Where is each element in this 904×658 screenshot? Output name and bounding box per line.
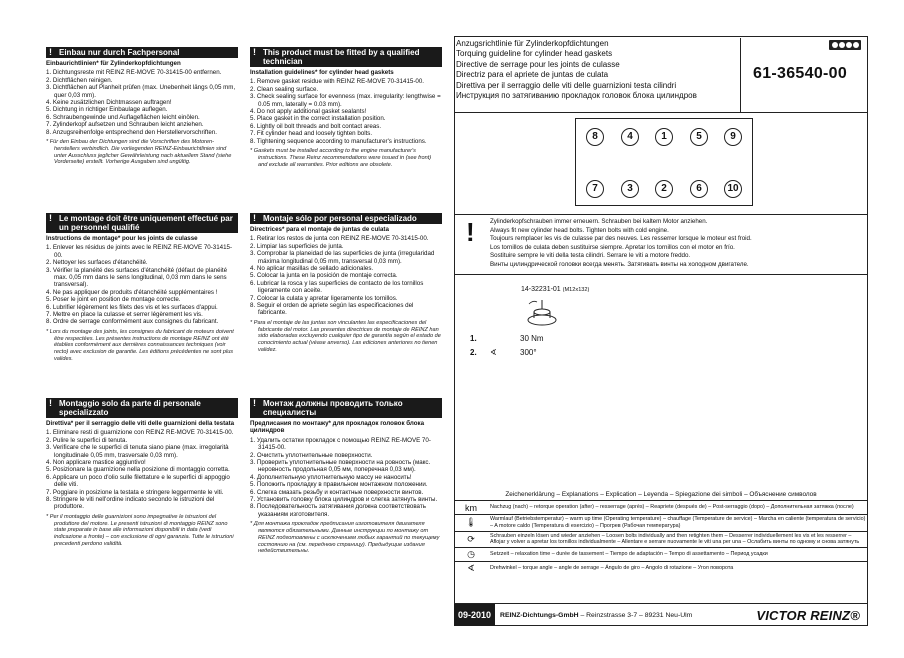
torque-step: 1. 30 Nm [470, 334, 544, 343]
list-item: 6. Lightly oil bolt threads and bolt contact areas. [250, 122, 382, 130]
section-de-note: * Für den Einbau der Dichtungen sind die Vorschriften des Motoren-herstellers verbindlich. Die vorliegenden REINZ-Einbaurichtlinien sind unter Ausschluss jeglicher Gewährleistung nach aktuellem Stand (siehe Vorderseite) erstellt. Vorherige Ausgaben sind ungültig. [46, 139, 232, 166]
section-fr-subtitle: Instructions de montage* pour les joints de culasse [46, 235, 198, 242]
angle-icon: ∢ [467, 563, 475, 574]
mileage-icon: km [465, 502, 477, 513]
section-es-subtitle: Directrices* para el montaje de juntas de culata [250, 226, 389, 233]
bolt-marker: 7 [586, 180, 604, 198]
list-item: 6. Lubricar la rosca y las superficies de contacto de los tornillos ligeramente con aceite. [250, 279, 424, 295]
bolt-marker: 5 [690, 128, 708, 146]
list-item: 7. Mettre en place la culasse et serrer légèrement les vis. [46, 311, 203, 319]
title-ru: Инструкция по затягиванию прокладок головок блока цилиндров [456, 91, 697, 101]
list-item: 3. Comprobar la planeidad de las superficies de junta (irregularidad máxima longitudinal 0,05 mm, transversal 0,03 mm). [250, 250, 435, 265]
warning-icon: ! [253, 213, 256, 223]
warning-line: Always fit new cylinder head bolts. Tighten bolts with cold engine. [490, 226, 669, 234]
bolt-icon [525, 298, 559, 332]
legend-row: 🌡 Warmlauf (Betriebstemperatur) – warm up time (Operating temperature) – chauffage (Temperature de service) – Marcha en caliente (temperatura de servicio) – A motore caldo (Temperatura di esercizio) – Прогрев (Рабочая температура) [454, 514, 868, 531]
section-it-subtitle: Direttiva* per il serraggio delle viti delle guarnizioni della testata [46, 420, 235, 427]
edition-date: 09-2010 [454, 604, 495, 626]
section-en-header: ! This product must be fitted by a qualified technician [250, 47, 442, 67]
section-ru-subtitle: Предписания по монтажу* для прокладок головок блока цилиндров [250, 420, 425, 435]
list-item: 3. Проверить уплотнительные поверхности на ровность (макс. неровность продольная 0,05 мм, поперечная 0,03 мм). [250, 459, 431, 474]
section-fr-list [46, 244, 238, 325]
section-ru-list [250, 437, 442, 518]
section-ru [250, 398, 442, 555]
legend-row: km Nachzug (nach) – retorque operation (after) – resserrage (après) – Reapriete (después de) – Post-serraggio (dopo) – Дополнительная затяжка (после) [454, 500, 868, 514]
list-item: 1. Enlever les résidus de joints avec le REINZ RE-MOVE 70-31415-00. [46, 244, 233, 259]
bolt-marker: 2 [655, 180, 673, 198]
list-item: 5. Posizionare la guarnizione nella posizione di montaggio corretta. [46, 466, 230, 474]
divider [454, 274, 868, 275]
list-item: 7. Установить головку блока цилиндров и слегка затянуть винты. [250, 496, 438, 504]
list-item: 1. Удалить остатки прокладок с помощью REINZ RE-MOVE 70-31415-00. [250, 436, 431, 452]
section-en-subtitle: Installation guidelines* for cylinder head gaskets [250, 69, 394, 76]
warning-icon: ! [49, 398, 52, 408]
list-item: 1. Retirar los restos de junta con REINZ RE-MOVE 70-31415-00. [250, 235, 429, 243]
title-en: Torquing guideline for cylinder head gaskets [456, 49, 613, 59]
list-item: 1. Dichtungsreste mit REINZ RE-MOVE 70-31415-00 entfernen. [46, 69, 222, 77]
section-de-subtitle: Einbaurichtlinien* für Zylinderkopfdichtungen [46, 60, 181, 67]
temperature-icon: 🌡 [465, 517, 477, 528]
warning-line: Винты цилиндрической головки всегда менять. Затягивать винты на холодном двигателе. [490, 260, 749, 268]
symbol-legend [454, 488, 868, 575]
divider [454, 112, 868, 113]
retighten-icon: ⟳ [467, 533, 475, 544]
bolt-marker: 4 [621, 128, 639, 146]
list-item: 6. Applicare un poco d'olio sulle filettature e le superfici di appoggio delle viti. [46, 473, 230, 489]
section-es-list [250, 235, 442, 316]
list-item: 3. Vérifier la planéité des surfaces d'étanchéité (défaut de planéité max. 0,05 mm dans le sens longitudinal, 0,03 mm dans le sens transversal). [46, 266, 228, 289]
list-item: 2. Limpiar las superficies de junta. [250, 242, 344, 250]
part-number: 61-36540-00 [753, 65, 848, 82]
warning-line: Toujours remplacer les vis de culasse par des neuves. Les resserrer lorsque le moteur est froid. [490, 235, 752, 243]
section-ru-note: * Для монтажа прокладок предписания изготовителя двигателя являются обязательными. Данные инструкции по монтажу от REINZ подготовлены с исключением любых гарантий по текущему состоянию на (см. переднюю страницу). Предыдущие издания недействительны. [250, 521, 440, 555]
warning-icon: ! [253, 398, 256, 408]
list-item: 3. Check sealing surface for evenness (max. irregularity: lengthwise = 0.05 mm, laterally = 0.03 mm). [250, 93, 441, 108]
gasket-holes-icon [829, 40, 861, 50]
brand-logo: VICTOR REINZ® [756, 607, 860, 623]
list-item: 2. Nettoyer les surfaces d'étanchéité. [46, 259, 148, 267]
list-item: 4. Do not apply additional gasket sealants! [250, 108, 367, 116]
list-item: 6. Lubrifier légèrement les filets des vis et les surfaces d'appui. [46, 303, 218, 311]
part-number-box [740, 38, 868, 112]
list-item: 7. Zylinderkopf aufsetzen und Schrauben leicht anziehen. [46, 121, 204, 129]
bolt-marker: 9 [724, 128, 742, 146]
angle-icon: ∢ [490, 348, 497, 357]
list-item: 6. Слегка смазать резьбу и контактные поверхности винтов. [250, 488, 424, 496]
list-item: 1. Remove gasket residue with REINZ RE-MOVE 70-31415-00. [250, 78, 425, 86]
warning-line: Sostituire sempre le viti della testa cilindri. Serrare le viti a motore freddo. [490, 252, 691, 260]
bolt-warning [490, 218, 860, 270]
list-item: 1. Eliminare resti di guarnizione con REINZ RE-MOVE 70-31415-00. [46, 429, 234, 437]
section-fr-note: * Lors du montage des joints, les consignes du fabricant de moteurs doivent être respectées. Les présentes instructions de montage REINZ ont été établies conformément aux dernières connaissances techniques (voir recto) avec exclusion de garantie. Les éditions précédentes ne sont plus valides. [46, 328, 234, 363]
section-it-list [46, 429, 238, 510]
list-item: 5. Colocar la junta en la posición de montaje correcta. [250, 272, 398, 280]
list-item: 3. Verificare che le superfici di tenuta siano piane (max. irregolarità longitudinale 0,05 mm, trasversale 0,03 mm). [46, 444, 229, 459]
list-item: 4. Дополнительную уплотнительную массу не наносить! [250, 473, 412, 481]
list-item: 2. Dichtflächen reinigen. [46, 76, 113, 84]
list-item: 4. Ne pas appliquer de produits d'étanchéité supplémentaires ! [46, 288, 218, 296]
legend-row: ∢ Drehwinkel – torque angle – angle de serrage – Ángulo de giro – Angolo di rotazione – Угол поворота [454, 561, 868, 575]
section-de-header: ! Einbau nur durch Fachpersonal [46, 47, 238, 58]
warning-icon: ! [466, 217, 475, 247]
section-it-header: ! Montaggio solo da parte di personale specializzato [46, 398, 238, 418]
company-address: REINZ-Dichtungs-GmbH – Reinzstrasse 3-7 – 89231 Neu-Ulm [500, 611, 693, 619]
torque-steps [470, 332, 544, 360]
warning-icon: ! [253, 47, 256, 57]
list-item: 8. Anzugsreihenfolge entsprechend den Herstellervorschriften. [46, 128, 217, 136]
section-fr [46, 213, 238, 363]
section-it [46, 398, 238, 548]
bolt-sequence-diagram [575, 118, 753, 206]
footer [454, 603, 868, 626]
list-item: 2. Pulire le superfici di tenuta. [46, 436, 128, 444]
list-item: 5. Place gasket in the correct installation position. [250, 115, 386, 123]
legend-title: Zeichenerklärung – Explanations – Explication – Leyenda – Spiegazione dei simboli – Объяснение символов [505, 491, 817, 498]
list-item: 7. Poggiare in posizione la testata e stringere leggermente le viti. [46, 488, 224, 496]
list-item: 7. Colocar la culata y apretar ligeramente los tornillos. [250, 294, 398, 302]
title-it: Direttiva per il serraggio delle viti delle guarnizioni testa cilindri [456, 80, 677, 90]
section-en [250, 47, 442, 168]
list-item: 5. Poser le joint en position de montage correcte. [46, 296, 181, 304]
section-de-list [46, 69, 238, 136]
title-fr: Directive de serrage pour les joints de culasse [456, 59, 620, 69]
clock-icon: ◷ [467, 549, 475, 560]
list-item: 2. Clean sealing surface. [250, 85, 319, 93]
section-es-header: ! Montaje sólo por personal especializado [250, 213, 442, 224]
bolt-size: (M12x132) [562, 287, 590, 293]
list-item: 8. Stringere le viti nell'ordine indicato secondo le istruzioni del produttore. [46, 496, 215, 511]
legend-row: ⟳ Schrauben einzeln lösen und wieder anziehen – Loosen bolts individually and then retighten them – Desserrer individuellement les vis et les resserrer – Aflojar y volver a apretar los tornillos individualmente – Allentare e serrare nuovamente le viti una per una – Ослабить винты по одному и снова затянуть [454, 531, 868, 548]
list-item: 4. No aplicar masillas de sellado adicionales. [250, 265, 374, 273]
guideline-titles [456, 39, 697, 101]
list-item: 4. Non applicare mastice aggiuntivo! [46, 459, 146, 467]
list-item: 8. Tightening sequence according to manufacturer's instructions. [250, 137, 427, 145]
torque-step: 2. ∢ 300° [470, 346, 544, 360]
section-es-note: * Para el montaje de las juntas son vinculantes las especificaciones del fabricante del motor. Las presentes directrices de montaje de REINZ han sido elaboradas excluyendo cualquier tipo de garantía según el estado de conocimiento actual (véase anverso). Las ediciones anteriores no tienen validez. [250, 319, 441, 354]
section-it-note: * Per il montaggio delle guarnizioni sono impegnative le istruzioni del produttore del motore. Le presenti istruzioni di montaggio REINZ sono state preparate in base alle informazioni disponibili in data (vedi indicazione a fronte) – con esclusione di ogni garanzia. Tutte le istruzioni precedenti perdono validità. [46, 513, 234, 548]
list-item: 2. Очистить уплотнительные поверхности. [250, 451, 373, 459]
title-de: Anzugsrichtlinie für Zylinderkopfdichtungen [456, 39, 609, 48]
legend-row: ◷ Setzzeit – relaxation time – durée de tassement – Tiempo de adaptación – Tempo di assettamento – Период усадки [454, 547, 868, 561]
list-item: 8. Seguir el orden de apriete según las especificaciones del fabricante. [250, 302, 414, 317]
section-es [250, 213, 442, 354]
list-item: 7. Fit cylinder head and loosely tighten bolts. [250, 130, 373, 138]
section-en-note: * Gaskets must be installed according to the engine manufacturer's instructions. These Reinz recommendations were issued in (see front) and exclude all warranties. Prior editions are obsolete. [250, 148, 432, 168]
bolt-part-number: 14-32231-01 [521, 286, 561, 293]
warning-icon: ! [49, 213, 52, 223]
section-de [46, 47, 238, 166]
bolt-marker: 1 [655, 128, 673, 146]
list-item: 8. Ordre de serrage conformément aux consignes du fabricant. [46, 318, 219, 326]
section-ru-header: ! Монтаж должны проводить только специалисты [250, 398, 442, 418]
warning-line: Zylinderkopfschrauben immer erneuern. Schrauben bei kaltem Motor anziehen. [490, 218, 708, 225]
section-en-list [250, 78, 442, 145]
title-es: Directriz para el apriete de juntas de culata [456, 70, 609, 80]
list-item: 6. Schraubengewinde und Auflageflächen leicht einölen. [46, 113, 200, 121]
list-item: 4. Keine zusätzlichen Dichtmassen auftragen! [46, 99, 172, 107]
bolt-marker: 10 [724, 180, 742, 198]
warning-icon: ! [49, 47, 52, 57]
bolt-marker: 6 [690, 180, 708, 198]
divider [454, 214, 868, 215]
bolt-marker: 3 [621, 180, 639, 198]
list-item: 8. Последовательность затягивания должна соответствовать указаниям изготовителя. [250, 503, 426, 518]
bolt-marker: 8 [586, 128, 604, 146]
list-item: 5. Положить прокладку в правильном монтажном положении. [250, 481, 428, 489]
list-item: 5. Dichtung in richtiger Einbaulage auflegen. [46, 106, 168, 114]
bolt-part [521, 286, 589, 293]
warning-line: Los tornillos de culata deben sustituirse siempre. Apretar los tornillos con el motor en frío. [490, 243, 735, 251]
section-fr-header: ! Le montage doit être uniquement effectué par un personnel qualifié [46, 213, 238, 233]
list-item: 3. Dichtflächen auf Planheit prüfen (max. Unebenheit längs 0,05 mm, quer 0,03 mm). [46, 84, 236, 99]
